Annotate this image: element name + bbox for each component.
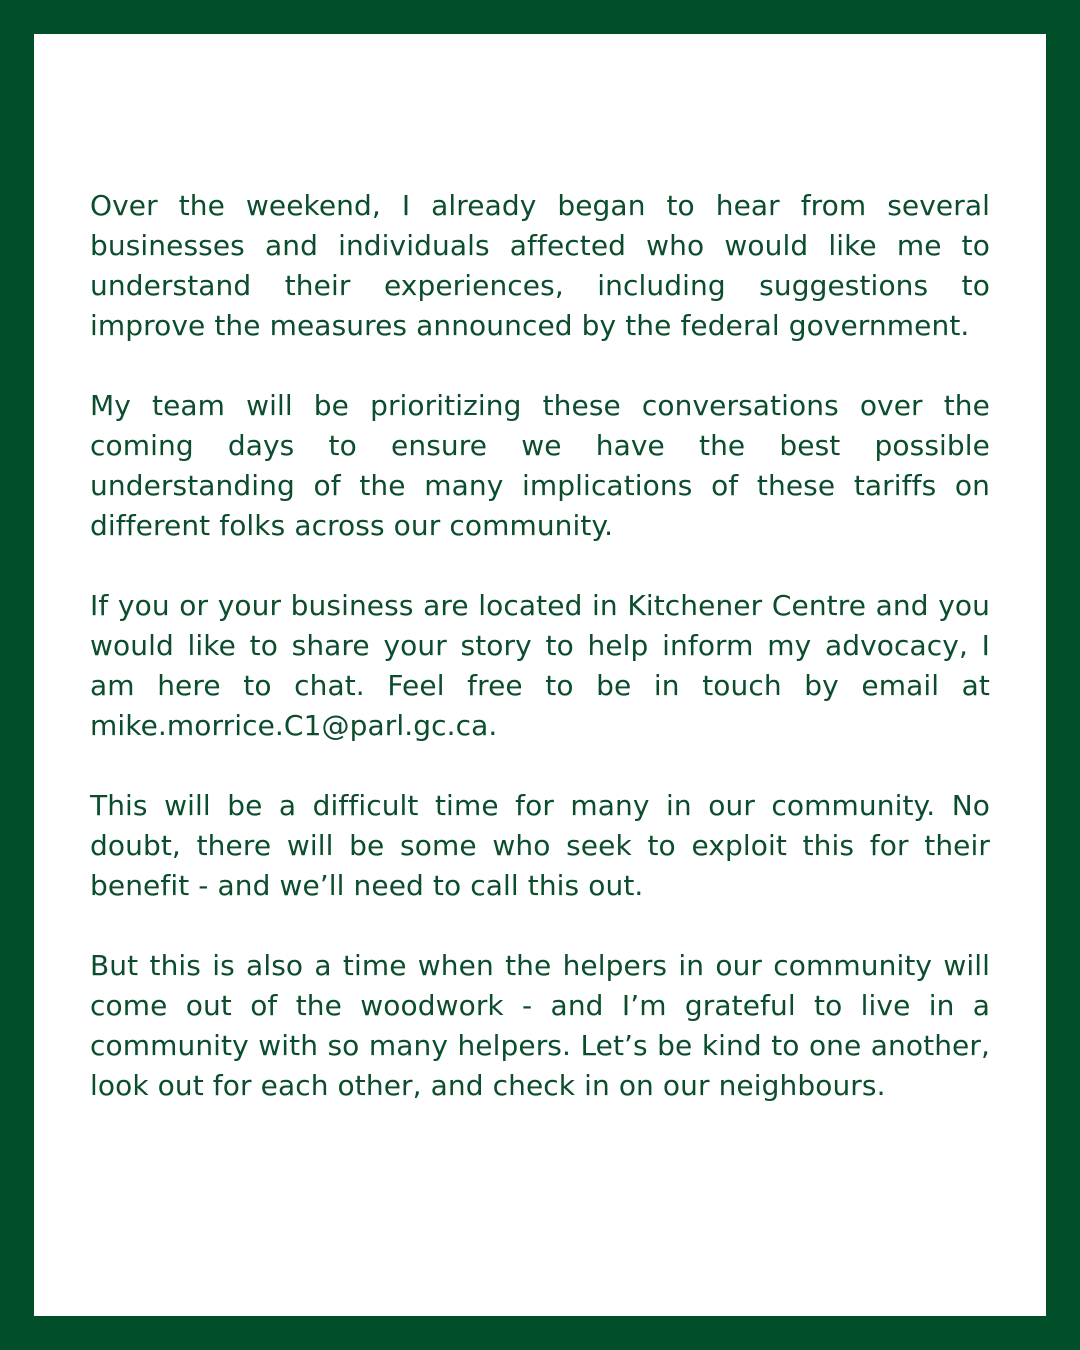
message-card — [34, 34, 1046, 1316]
paragraph-community-helpers: But this is also a time when the helpers in our community will come out of the woodwork - and I’m grateful to live in a community with so many helpers. Let’s be kind to one another, look out for each other, and check in on our neighbours. — [90, 949, 990, 1102]
paragraph-weekend-feedback: Over the weekend, I already began to hear from several businesses and individuals affected who would like me to understand their experiences, including suggestions to improve the measures announced by the federal government. — [90, 189, 990, 342]
paragraph-difficult-time: This will be a difficult time for many in our community. No doubt, there will be some who seek to exploit this for their benefit - and we’ll need to call this out. — [90, 789, 990, 902]
paragraph-contact-info: If you or your business are located in Kitchener Centre and you would like to share your story to help inform my advocacy, I am here to chat. Feel free to be in touch by email at mike.morrice.C1@parl.gc.ca. — [90, 589, 990, 742]
message-body — [90, 186, 990, 1106]
paragraph-team-priorities: My team will be prioritizing these conversations over the coming days to ensure we have the best possible understanding of the many implications of these tariffs on different folks across our community. — [90, 389, 990, 542]
